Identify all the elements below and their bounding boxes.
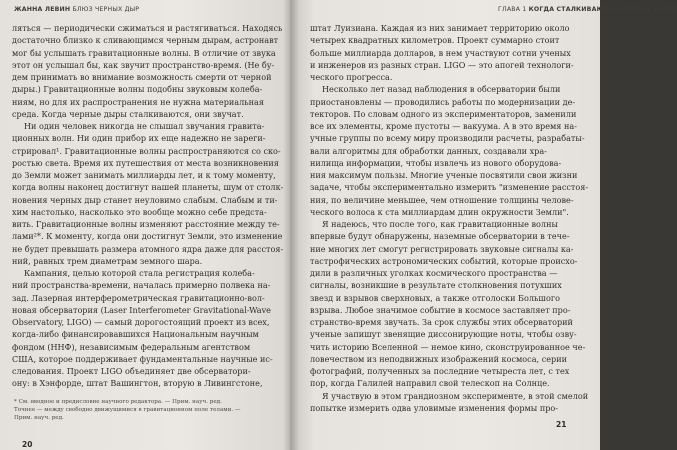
right-page-number: 21 (556, 420, 567, 429)
text-line: все их элементы, кроме пустоты — вакуума. А в это время на- (310, 121, 577, 131)
text-line: среда. Когда черные дыры сталкиваются, они звучат. (12, 108, 244, 119)
text-line: странство-время звучать. За срок службы этих обсерваторий (310, 317, 573, 327)
text-line: когда-либо финансировавшихся Национальным научным (12, 329, 259, 340)
text-line: ученые запишут звенящие диссонирующие ноты, чтобы озву- (310, 329, 577, 340)
text-line: дили в различных уголках космического пространства — (310, 268, 558, 278)
text-line: Ни один человек никогда не слышал звучания гравита- (24, 121, 265, 131)
running-head-author: ЖАННА ЛЕВИН (14, 6, 71, 13)
text-line: ние многих лет смогут регистрировать звуковые сигналы ка- (310, 243, 574, 254)
text-line: Observatory, LIGO) — самый дорогостоящий проект из всех, (12, 317, 270, 327)
text-line: вить. Гравитационные волны изменяют расстояние между те- (12, 219, 280, 229)
text-line: впервые будут обнаружены, наземные обсерватории в тече- (310, 231, 570, 242)
text-line: четырех квадратных километров. Проект суммарно стоит (310, 35, 560, 46)
text-line: и инженеров из разных стран. LIGO — это апогей технологи- (310, 59, 574, 70)
right-running-head (498, 6, 677, 13)
book-gutter (283, 0, 299, 450)
text-line: тастрофических астрономических событий, которые происхо- (310, 255, 578, 266)
text-line: ростью света. Время их путешествия от места возникновения (12, 157, 279, 168)
text-line: вали алгоритмы для обработки данных, создавали хра- (310, 145, 547, 156)
text-line: учные группы по всему миру производили расчеты, разрабаты- (310, 133, 585, 144)
text-line: ния максимум пользы. Многие ученые посвятили свои жизни (310, 170, 578, 180)
right-body-text (310, 22, 592, 414)
text-line: мог бы услышать гравитационные волны. В отличие от звука (12, 47, 276, 58)
text-line: ния, по величине меньшее, чем отношение толщины челове- (310, 194, 574, 205)
text-line: * См. вводное и предисловие научного редактора. — Прим. науч. ред. (14, 399, 222, 405)
text-line: штат Луизиана. Каждая из них занимает территорию около (310, 23, 570, 33)
text-line: чить историю Вселенной — немое кино, сконструированное че- (310, 341, 586, 352)
text-line: фотографий, полученных за последние четыреста лет, с тех (310, 366, 570, 376)
text-line: новения черных дыр станет неуловимо слабым. Слабым и ти- (12, 194, 278, 205)
text-line: Точнее — между свободно движущимися в гравитационном поле телами. — (14, 407, 241, 414)
text-line: следования. Проект LIGO объединяет две обсерватори- (12, 366, 251, 376)
text-line: ону: в Хэнфорде, штат Вашингтон, вторую в Ливингстоне, (12, 378, 263, 389)
text-line: достаточно близко к сливающимся черным дырам, астронавт (12, 35, 279, 46)
left-page-number: 20 (22, 440, 33, 449)
footnotes (14, 398, 254, 423)
text-line: новая обсерватория (Laser Interferometer Gravitational-Wave (12, 304, 271, 315)
text-line: ческого прогресса. (310, 72, 393, 82)
running-head-chapter-title: КОГДА СТАЛКИВАЮТСЯ ЧЕРНЫЕ ДЫРЫ (528, 6, 677, 13)
text-line: сигналы, возникшие в результате столкновения потухших (310, 280, 562, 291)
text-line: приостановлены — проводились работы по модернизации де- (310, 96, 576, 107)
text-line: стрировал¹. Гравитационные волны распространяются со ско- (12, 145, 281, 156)
text-line: Я надеюсь, что после того, как гравитационные волны (322, 219, 558, 229)
text-line: ниям, но для их распространения не нужна материальная (12, 96, 264, 107)
text-line: этот он услышал бы, как звучит пространство-время. (Не бу- (12, 59, 275, 70)
right-page (290, 0, 677, 450)
running-head-book-title: БЛЮЗ ЧЕРНЫХ ДЫР (72, 6, 140, 13)
left-page (0, 0, 300, 450)
text-line: ционных волн. Ни один прибор их еще надежно не зареги- (12, 133, 266, 144)
text-line: Несколько лет назад наблюдения в обсерватории были (322, 84, 561, 95)
text-line: взрыва. Любое значимое событие в космосе заставляет про- (310, 304, 571, 315)
text-line: ческого волоса к ста миллиардам длин окружности Земли". (310, 206, 569, 217)
text-line: не будет превышать размера атомного ядра даже для расстоя- (12, 243, 284, 254)
text-line: когда волны наконец достигнут нашей планеты, шум от столк- (12, 182, 284, 193)
text-line: дем принимать во внимание возможность смерти от черной (12, 72, 272, 82)
text-line: Я участвую в этом грандиозном эксперименте, в этой смелой (322, 390, 589, 401)
text-line: США, которое поддерживает фундаментальные научные ис- (12, 353, 273, 364)
text-line: до Земли может занимать миллиарды лет, и к тому моменту, (12, 170, 276, 180)
text-line: задаче, чтобы экспериментально измерить "изменение расстоя- (310, 182, 589, 193)
text-line: ловечеством из неподвижных изображений космоса, серии (310, 353, 567, 364)
text-line: дыры.) Гравитационные волны подобны звуковым колеба- (12, 84, 263, 95)
text-line: Прим. науч. ред. (14, 415, 64, 422)
text-line: лами²*. К моменту, когда они достигнут Земли, это изменение (12, 231, 283, 242)
text-line: зад. Лазерная интерферометрическая гравитационно-вол- (12, 292, 265, 303)
left-body-text (12, 22, 284, 390)
text-line: фондом (ННФ), независимым федеральным агентством (12, 341, 251, 352)
text-line: ний, равных трем диаметрам земного шара. (12, 255, 203, 266)
text-line: больше миллиарда долларов, в нем участвуют сотни ученых (310, 47, 571, 58)
text-line: ляться — периодически сжиматься и растягиваться. Находясь (12, 23, 283, 33)
text-line: хим настолько, насколько это вообще можно себе предста- (12, 206, 267, 217)
text-line: ний пространства-времени, началась примерно полвека на- (12, 280, 271, 291)
text-line: звезд и взрывов сверхновых, а также отголоски Большого (310, 292, 560, 303)
running-head-chapter: ГЛАВА 1 (498, 6, 527, 13)
text-line: нилища информации, чтобы извлечь из нового оборудова- (310, 157, 562, 168)
text-line: Кампания, целью которой стала регистрация колеба- (24, 268, 255, 278)
text-line: текторов. По словам одного из экспериментаторов, заменили (310, 108, 577, 119)
left-running-head (14, 6, 139, 13)
text-line: попытке измерить одва уловимые изменения формы про- (310, 402, 558, 413)
text-line: пор, когда Галилей направил свой телескоп на Солнце. (310, 378, 550, 389)
